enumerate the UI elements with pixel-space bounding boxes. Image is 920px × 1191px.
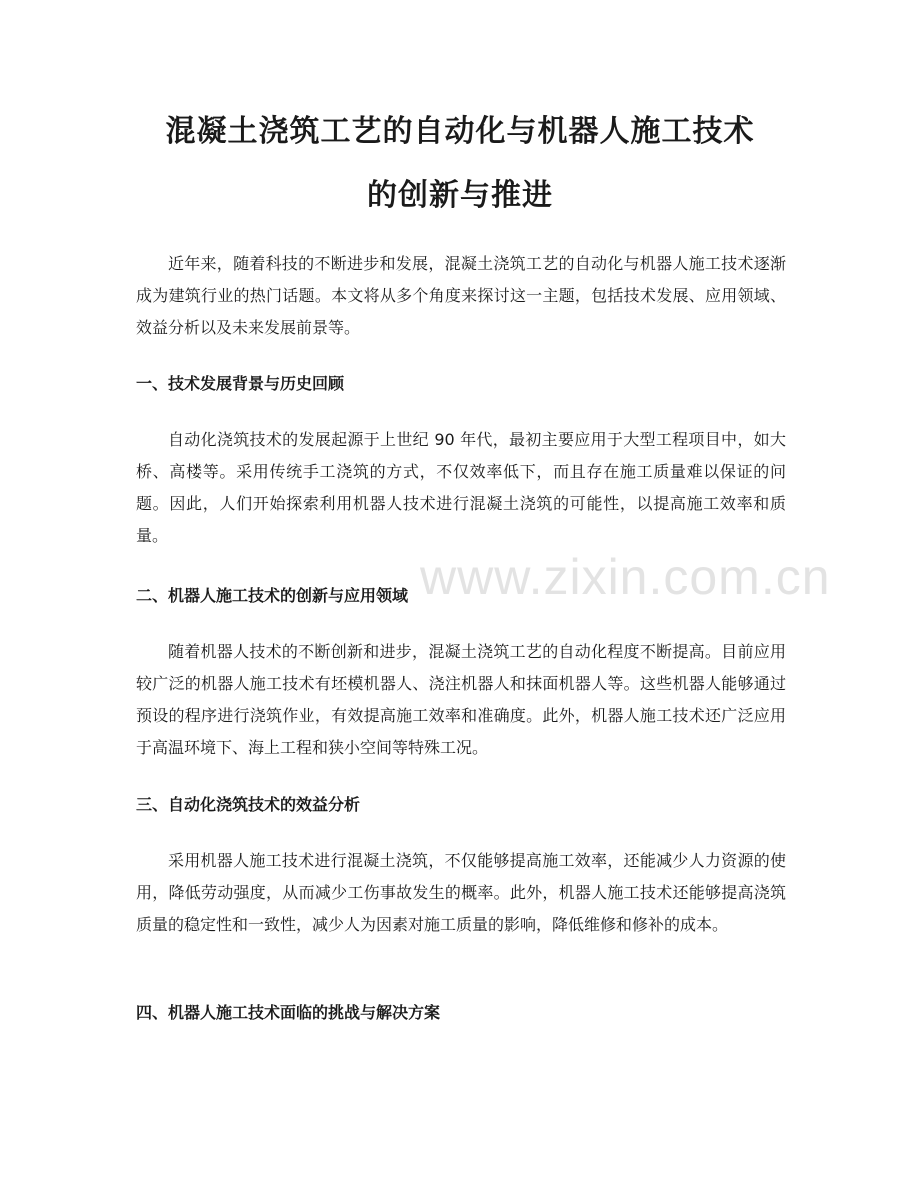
section-body-2: 随着机器人技术的不断创新和进步，混凝土浇筑工艺的自动化程度不断提高。目前应用较广泛的机器人施工技术有坯模机器人、浇注机器人和抹面机器人等。这些机器人能够通过预设的程序进行浇筑作业，有效提高施工效率和准确度。此外，机器人施工技术还广泛应用于高温环境下、海上工程和狭小空间等特殊工况。: [136, 642, 786, 757]
section-body-3: 采用机器人施工技术进行混凝土浇筑，不仅能够提高施工效率，还能减少人力资源的使用，降低劳动强度，从而减少工伤事故发生的概率。此外，机器人施工技术还能够提高浇筑质量的稳定性和一致性，减少人为因素对施工质量的影响，降低维修和修补的成本。: [136, 851, 786, 934]
section-heading-2: 二、机器人施工技术的创新与应用领域: [136, 586, 409, 605]
section-heading-4: 四、机器人施工技术面临的挑战与解决方案: [136, 1003, 441, 1022]
section-heading-3: 三、自动化浇筑技术的效益分析: [136, 795, 361, 814]
watermark: www.zixin.com.cn: [420, 549, 831, 605]
document-title-line-1: 混凝土浇筑工艺的自动化与机器人施工技术: [165, 114, 755, 149]
section-body-1: 自动化浇筑技术的发展起源于上世纪 90 年代，最初主要应用于大型工程项目中，如大桥、高楼等。采用传统手工浇筑的方式，不仅效率低下，而且存在施工质量难以保证的问题。因此，人们开始探索利用机器人技术进行混凝土浇筑的可能性，以提高施工效率和质量。: [136, 430, 786, 545]
document-title-line-2: 的创新与推进: [367, 178, 553, 213]
section-heading-1: 一、技术发展背景与历史回顾: [136, 374, 345, 393]
intro-paragraph: 近年来，随着科技的不断进步和发展，混凝土浇筑工艺的自动化与机器人施工技术逐渐成为建筑行业的热门话题。本文将从多个角度来探讨这一主题，包括技术发展、应用领域、效益分析以及未来发展前景等。: [136, 254, 786, 337]
